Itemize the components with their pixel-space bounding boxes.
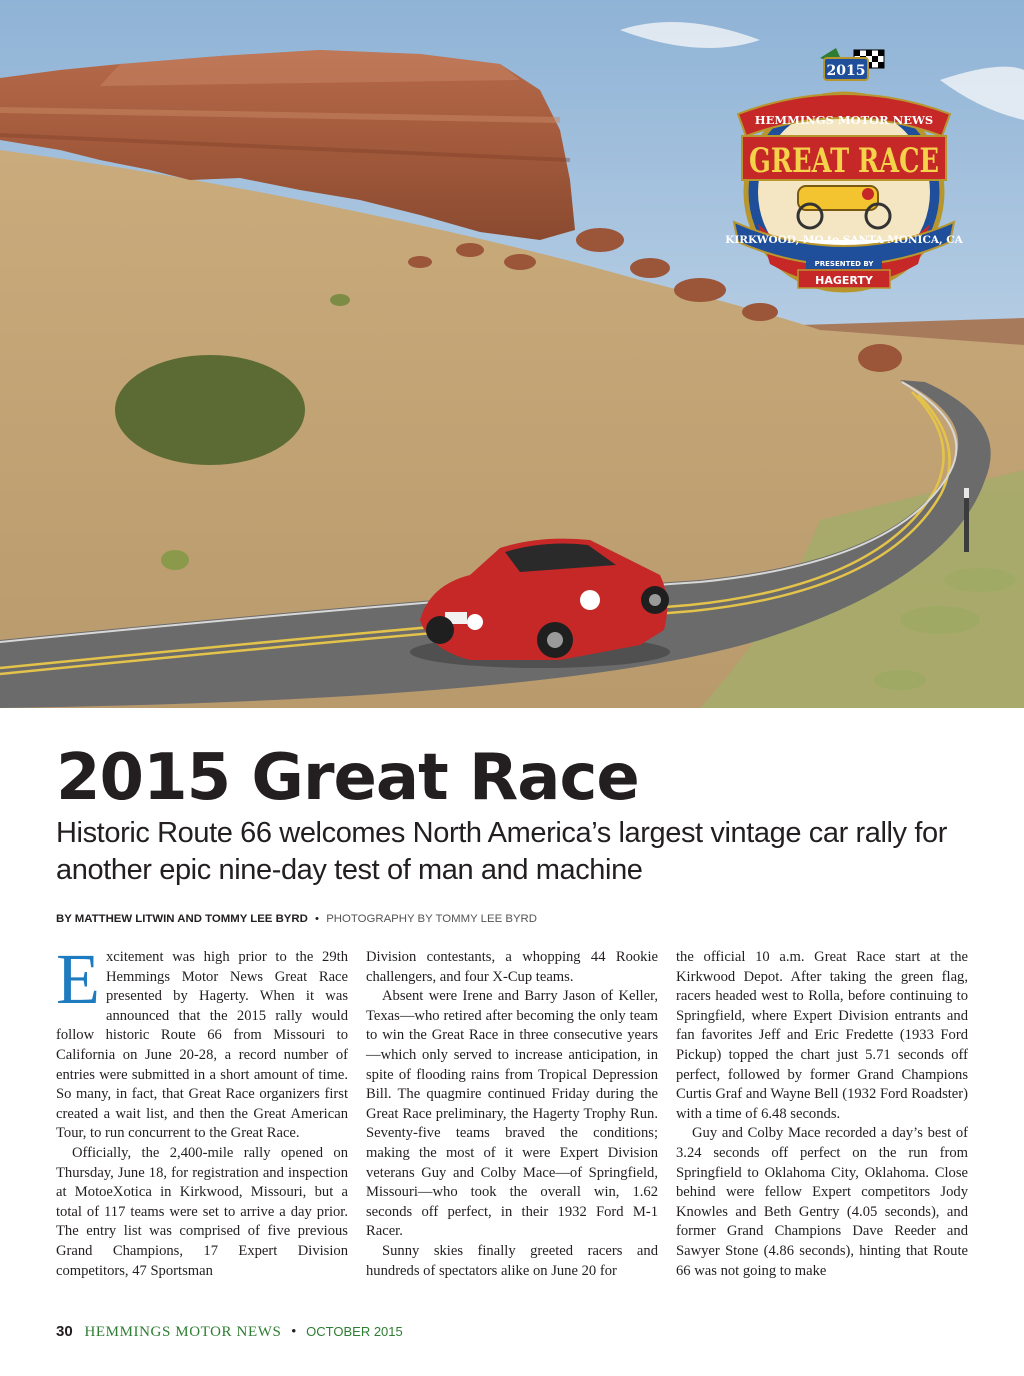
byline-authors: BY MATTHEW LITWIN AND TOMMY LEE BYRD [56,913,308,925]
byline [56,911,537,927]
byline-separator: • [315,913,320,925]
logo-sponsor-line: PRESENTED BY [814,260,874,268]
body-column-2 [366,948,658,1304]
logo-banner-top: HEMMINGS MOTOR NEWS [754,113,934,127]
paragraph [56,939,348,1144]
byline-photography: PHOTOGRAPHY BY TOMMY LEE BYRD [326,913,537,925]
paragraph: Sunny skies finally greeted racers and hundreds of spectators alike on June 20 for [366,1242,658,1279]
drop-cap: E [56,939,100,1019]
paragraph: Officially, the 2,400-mile rally opened on Thursday, June 18, for registration and inspection at MotoeXotica in Kirkwood, Missouri, but a total of 117 teams were set to arrive a day prior. The entry list was comprised of five previous Grand Champions, 17 Expert Division competitors, 47 Sportsman [56,1144,348,1279]
logo-banner-route: KIRKWOOD, MO to SANTA MONICA, CA [725,234,963,246]
page-footer [56,1322,403,1342]
paragraph: the official 10 a.m. Great Race start at the Kirkwood Depot. After taking the green flag, racers headed west to Rolla, before continuing to Springfield, where Expert Division entrants and fan favorites Jeff and Eric Fredette (1933 Ford Pickup) topped the chart just 5.71 seconds off perfect, followed by former Grand Champions Curtis Graf and Wayne Bell (1932 Ford Roadster) with a time of 6.48 seconds. [676,949,968,1122]
logo-wordmark: GREAT RACE [749,141,939,181]
article-deck: Historic Route 66 welcomes North America’s largest vintage car rally for another epic nine-day test of man and machine [56,817,947,886]
paragraph: Guy and Colby Mace recorded a day’s best of 3.24 seconds off perfect on the run from Springfield to Oklahoma City, Oklahoma. Close behind were fellow Expert competitors Jody Knowles and Beth Gentry (4.05 seconds), and former Grand Champions Dave Reeder and Sawyer Stone (4.86 seconds), hinting that Route 66 was not going to make [676,1125,968,1279]
logo-year: 2015 [826,63,866,79]
logo-sponsor: HAGERTY [815,274,873,287]
magazine-name: HEMMINGS MOTOR NEWS [84,1324,282,1340]
body-column-3 [676,948,968,1304]
paragraph-text: xcitement was high prior to the 29th Hemmings Motor News Great Race presented by Hagerty. When it was announced that the 2015 rally would follow historic Route 66 from Missouri to California on June 20-28, a record number of entries were submitted in a short amount of time. So many, in fact, that Great Race organizers first created a wait list, and then the Great American Tour, to run concurrent to the Great Race. [56,949,348,1142]
page-number: 30 [56,1323,73,1340]
article-headline: 2015 Great Race [56,741,639,815]
great-race-logo [725,44,963,300]
issue-date: OCTOBER 2015 [306,1324,403,1339]
paragraph: Absent were Irene and Barry Jason of Keller, Texas—who retired after becoming the only team to win the Great Race in three consecutive years—which only served to increase anticipation, in spite of flooding rains from Tropical Depression Bill. The quagmire continued Friday during the Great Race preliminary, the Hagerty Trophy Run. Seventy-five teams braved the conditions; making the most of it were Expert Division veterans Guy and Colby Mace—of Springfield, Missouri—who took the overall win, 1.62 seconds off perfect, in their 1932 Ford M-1 Racer. [366,988,658,1240]
body-column-1 [56,939,348,1304]
paragraph: Division contestants, a whopping 44 Rookie challengers, and four X-Cup teams. [366,949,658,985]
footer-separator: • [291,1324,297,1340]
great-race-emblem [725,44,963,300]
